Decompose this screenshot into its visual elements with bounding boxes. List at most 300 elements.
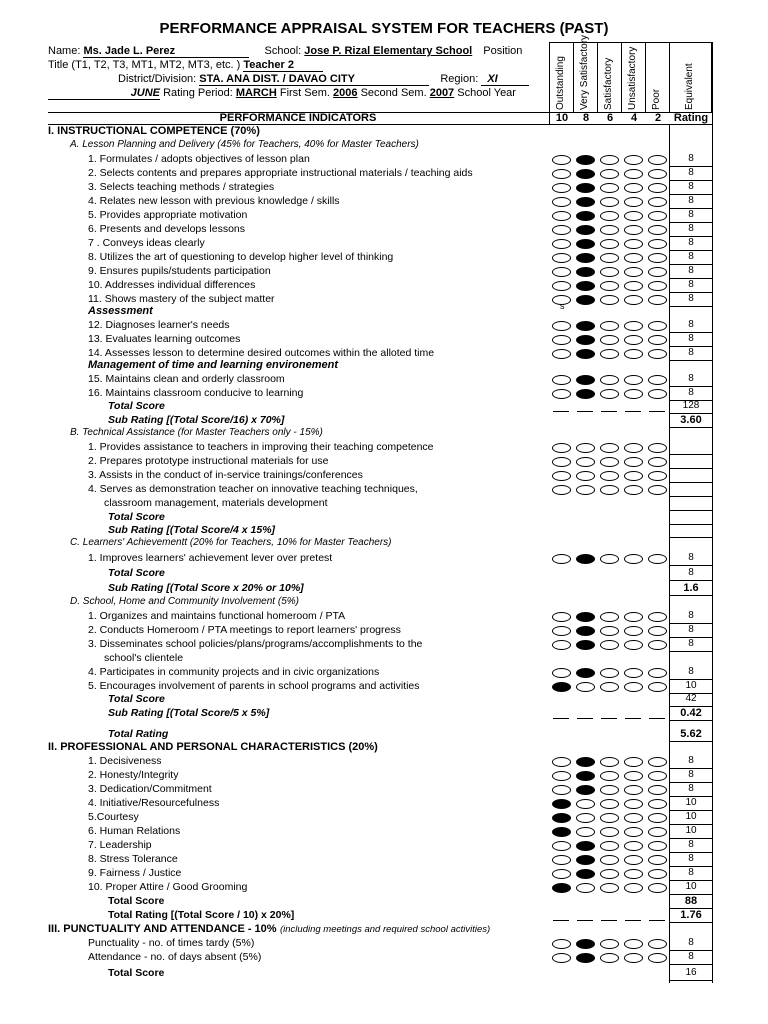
row-label: 3. Dedication/Commitment — [88, 783, 212, 795]
rating-bubble[interactable] — [552, 169, 571, 179]
rating-bubble[interactable] — [552, 321, 571, 331]
rating-bubble[interactable] — [576, 335, 595, 345]
rating-bubble[interactable] — [600, 471, 619, 481]
rating-bubble[interactable] — [600, 281, 619, 291]
rating-bubble[interactable] — [576, 443, 595, 453]
rating-bubble[interactable] — [624, 640, 643, 650]
equivalent-value[interactable]: 8 — [688, 153, 694, 164]
rating-bubble[interactable] — [648, 485, 667, 495]
rating-bubble[interactable] — [600, 155, 619, 165]
rating-bubble[interactable] — [648, 253, 667, 263]
rating-bubble[interactable] — [552, 813, 571, 823]
row-label: A. Lesson Planning and Delivery (45% for Teachers, 40% for Master Teachers) — [70, 139, 419, 150]
rating-bubble[interactable] — [600, 253, 619, 263]
rating-bubble[interactable] — [648, 457, 667, 467]
rating-bubble[interactable] — [648, 771, 667, 781]
rating-bubble[interactable] — [624, 757, 643, 767]
equivalent-value[interactable]: 8 — [688, 279, 694, 290]
rating-bubble[interactable] — [576, 785, 595, 795]
rating-bubble[interactable] — [624, 443, 643, 453]
equivalent-value[interactable]: 8 — [688, 951, 694, 962]
rating-bubble[interactable] — [648, 169, 667, 179]
header-divider — [549, 112, 550, 125]
equivalent-value[interactable]: 8 — [688, 237, 694, 248]
scale-label-unsatisfactory: Unsatisfactory — [627, 46, 638, 110]
rating-bubble[interactable] — [624, 485, 643, 495]
rating-bubble[interactable] — [576, 281, 595, 291]
scale-label-equivalent: Equivalent — [684, 63, 695, 110]
rating-bubble[interactable] — [648, 626, 667, 636]
rating-bubble[interactable] — [576, 640, 595, 650]
rating-bubble[interactable] — [648, 785, 667, 795]
equivalent-value[interactable]: 8 — [688, 347, 694, 358]
first-sem-value[interactable]: 2006 — [333, 87, 358, 99]
name-label: Name: — [48, 45, 81, 57]
rating-bubble[interactable] — [624, 827, 643, 837]
rating-bubble[interactable] — [600, 211, 619, 221]
rating-bubble[interactable] — [648, 612, 667, 622]
rating-bubble[interactable] — [624, 155, 643, 165]
rating-bubble[interactable] — [600, 883, 619, 893]
equivalent-cell-border — [670, 454, 712, 455]
equivalent-value[interactable]: 10 — [685, 797, 697, 808]
rating-bubble[interactable] — [600, 869, 619, 879]
equivalent-value[interactable]: 0.42 — [680, 707, 702, 719]
rating-bubble[interactable] — [576, 855, 595, 865]
rating-bubble[interactable] — [624, 939, 643, 949]
rating-bubble[interactable] — [648, 197, 667, 207]
rating-bubble[interactable] — [552, 457, 571, 467]
rating-bubble[interactable] — [624, 239, 643, 249]
rating-bubble[interactable] — [552, 239, 571, 249]
rating-bubble[interactable] — [648, 471, 667, 481]
rating-bubble[interactable] — [600, 457, 619, 467]
rating-bubble[interactable] — [552, 626, 571, 636]
rating-bubble[interactable] — [648, 757, 667, 767]
rating-bubble[interactable] — [624, 771, 643, 781]
handwritten-mark: s — [560, 301, 565, 311]
equivalent-value[interactable]: 16 — [685, 967, 697, 978]
row-label: Assessment — [88, 305, 153, 317]
rating-bubble[interactable] — [576, 267, 595, 277]
rating-bubble[interactable] — [552, 612, 571, 622]
equivalent-value[interactable]: 8 — [688, 319, 694, 330]
rating-bubble[interactable] — [576, 626, 595, 636]
rating-bubble[interactable] — [624, 668, 643, 678]
rating-bubble[interactable] — [552, 375, 571, 385]
rating-bubble[interactable] — [552, 211, 571, 221]
equivalent-cell-border — [670, 565, 712, 566]
rating-bubble[interactable] — [576, 211, 595, 221]
rating-bubble[interactable] — [624, 281, 643, 291]
rating-bubble[interactable] — [624, 554, 643, 564]
blank-dash — [601, 718, 617, 719]
rating-bubble[interactable] — [624, 471, 643, 481]
rating-bubble[interactable] — [600, 225, 619, 235]
rating-bubble[interactable] — [576, 457, 595, 467]
equivalent-value[interactable]: 8 — [688, 293, 694, 304]
rating-bubble[interactable] — [552, 953, 571, 963]
rating-bubble[interactable] — [552, 841, 571, 851]
equivalent-cell-border — [670, 651, 712, 652]
name-row — [48, 45, 522, 58]
equivalent-value[interactable]: 1.6 — [683, 582, 699, 594]
rating-bubble[interactable] — [600, 827, 619, 837]
equivalent-value[interactable]: 88 — [684, 895, 698, 907]
rating-bubble[interactable] — [552, 855, 571, 865]
scale-divider — [573, 42, 574, 112]
rating-bubble[interactable] — [624, 211, 643, 221]
equivalent-value[interactable]: 8 — [688, 195, 694, 206]
rating-bubble[interactable] — [624, 855, 643, 865]
row-label: 4. Relates new lesson with previous knowledge / skills — [88, 195, 340, 207]
rating-bubble[interactable] — [552, 253, 571, 263]
equivalent-value[interactable]: 10 — [685, 680, 697, 691]
equivalent-cell-border — [670, 720, 712, 721]
rating-bubble[interactable] — [600, 169, 619, 179]
rating-bubble[interactable] — [600, 335, 619, 345]
rating-bubble[interactable] — [600, 295, 619, 305]
equivalent-value[interactable]: 8 — [688, 666, 694, 677]
rating-bubble[interactable] — [624, 389, 643, 399]
rating-bubble[interactable] — [648, 827, 667, 837]
blank-dash — [649, 411, 665, 412]
scale-label-satisfactory: Satisfactory — [603, 57, 614, 110]
equivalent-value[interactable]: 8 — [688, 610, 694, 621]
rating-bubble[interactable] — [624, 457, 643, 467]
equivalent-value[interactable]: 8 — [688, 638, 694, 649]
rating-bubble[interactable] — [624, 612, 643, 622]
rating-bubble[interactable] — [648, 841, 667, 851]
rating-bubble[interactable] — [648, 183, 667, 193]
rating-bubble[interactable] — [624, 883, 643, 893]
equivalent-value[interactable]: 5.62 — [680, 728, 702, 740]
equivalent-value[interactable]: 3.60 — [680, 414, 702, 426]
rating-bubble[interactable] — [552, 389, 571, 399]
equivalent-value[interactable]: 8 — [688, 769, 694, 780]
equivalent-value[interactable]: 8 — [688, 209, 694, 220]
rating-bubble[interactable] — [552, 267, 571, 277]
equivalent-value[interactable]: 42 — [685, 693, 697, 704]
rating-bubble[interactable] — [552, 757, 571, 767]
rating-bubble[interactable] — [552, 349, 571, 359]
equivalent-value[interactable]: 8 — [688, 853, 694, 864]
district-value[interactable]: STA. ANA DIST. / DAVAO CITY — [199, 73, 429, 86]
rating-bubble[interactable] — [576, 799, 595, 809]
rating-bubble[interactable] — [552, 335, 571, 345]
rating-bubble[interactable] — [624, 813, 643, 823]
equivalent-value[interactable]: 10 — [685, 811, 697, 822]
row-label: Sub Rating [(Total Score/4 x 15%] — [108, 524, 276, 536]
rating-bubble[interactable] — [648, 295, 667, 305]
rating-bubble[interactable] — [600, 443, 619, 453]
row-label: Total Rating — [108, 728, 169, 740]
rating-bubble[interactable] — [624, 335, 643, 345]
rating-bubble[interactable] — [648, 869, 667, 879]
name-value[interactable]: Ms. Jade L. Perez — [83, 45, 249, 58]
equivalent-value[interactable]: 8 — [688, 867, 694, 878]
rating-bubble[interactable] — [648, 554, 667, 564]
rating-bubble[interactable] — [600, 389, 619, 399]
rating-bubble[interactable] — [648, 939, 667, 949]
equivalent-value[interactable]: 8 — [688, 181, 694, 192]
row-label: B. Technical Assistance (for Master Teachers only - 15%) — [70, 427, 323, 438]
equivalent-value[interactable]: 8 — [688, 251, 694, 262]
rating-bubble[interactable] — [624, 225, 643, 235]
rating-bubble[interactable] — [576, 169, 595, 179]
rating-bubble[interactable] — [552, 443, 571, 453]
equivalent-value[interactable]: 8 — [688, 552, 694, 563]
rating-bubble[interactable] — [576, 375, 595, 385]
rating-bubble[interactable] — [648, 155, 667, 165]
rating-bubble[interactable] — [624, 626, 643, 636]
scale-divider — [597, 42, 598, 112]
rating-bubble[interactable] — [624, 841, 643, 851]
row-label: 15. Maintains clean and orderly classroom — [88, 373, 285, 385]
rating-bubble[interactable] — [576, 471, 595, 481]
rating-bubble[interactable] — [600, 813, 619, 823]
rating-bubble[interactable] — [648, 321, 667, 331]
equivalent-value[interactable]: 8 — [688, 783, 694, 794]
rating-bubble[interactable] — [624, 869, 643, 879]
equivalent-value[interactable]: 8 — [688, 624, 694, 635]
rating-bubble[interactable] — [552, 869, 571, 879]
scale-divider — [669, 42, 670, 112]
region-value[interactable]: XI — [481, 73, 529, 86]
rating-bubble[interactable] — [576, 869, 595, 879]
rating-bubble[interactable] — [552, 183, 571, 193]
row-label: 7 . Conveys ideas clearly — [88, 237, 205, 249]
rating-bubble[interactable] — [576, 389, 595, 399]
month-value[interactable]: JUNE — [48, 87, 160, 100]
rating-bubble[interactable] — [576, 485, 595, 495]
rating-bubble[interactable] — [552, 668, 571, 678]
rating-label: Rating — [673, 112, 709, 124]
rating-bubble[interactable] — [648, 389, 667, 399]
rating-bubble[interactable] — [576, 225, 595, 235]
row-label: 4. Participates in community projects and in civic organizations — [88, 666, 380, 678]
rating-bubble[interactable] — [624, 953, 643, 963]
rating-bubble[interactable] — [576, 183, 595, 193]
equivalent-value[interactable]: 8 — [688, 333, 694, 344]
equivalent-value[interactable]: 8 — [688, 755, 694, 766]
rating-bubble[interactable] — [648, 640, 667, 650]
rating-bubble[interactable] — [600, 349, 619, 359]
rating-bubble[interactable] — [648, 349, 667, 359]
row-label: 3. Selects teaching methods / strategies — [88, 181, 275, 193]
rating-bubble[interactable] — [600, 682, 619, 692]
position-label: Position — [483, 45, 523, 57]
blank-dash — [625, 411, 641, 412]
rating-bubble[interactable] — [624, 253, 643, 263]
rating-bubble[interactable] — [552, 554, 571, 564]
rating-bubble[interactable] — [648, 281, 667, 291]
equivalent-cell-border — [670, 537, 712, 538]
rating-bubble[interactable] — [576, 155, 595, 165]
equivalent-value[interactable]: 8 — [688, 567, 694, 578]
rating-bubble[interactable] — [552, 155, 571, 165]
rating-bubble[interactable] — [576, 939, 595, 949]
rating-bubble[interactable] — [600, 668, 619, 678]
rating-bubble[interactable] — [600, 939, 619, 949]
district-label: District/Division: — [118, 73, 197, 85]
rating-bubble[interactable] — [552, 225, 571, 235]
rating-bubble[interactable] — [600, 375, 619, 385]
rating-bubble[interactable] — [576, 668, 595, 678]
rating-bubble[interactable] — [576, 321, 595, 331]
row-label: 14. Assesses lesson to determine desired outcomes within the alloted time — [88, 347, 435, 359]
point-unsatisfactory: 4 — [630, 112, 638, 124]
rating-bubble[interactable] — [552, 281, 571, 291]
rating-bubble[interactable] — [624, 295, 643, 305]
row-label: 8. Stress Tolerance — [88, 853, 178, 865]
equivalent-cell-border — [670, 922, 712, 923]
rating-bubble[interactable] — [552, 771, 571, 781]
rating-bubble[interactable] — [552, 485, 571, 495]
row-label: I. INSTRUCTIONAL COMPETENCE (70%) — [48, 125, 260, 137]
equivalent-value[interactable]: 8 — [688, 265, 694, 276]
equivalent-value[interactable]: 8 — [688, 839, 694, 850]
rating-bubble[interactable] — [576, 771, 595, 781]
row-label: 1. Improves learners' achievement lever over pretest — [88, 552, 333, 564]
rating-bubble[interactable] — [624, 785, 643, 795]
rating-bubble[interactable] — [576, 612, 595, 622]
scale-label-outstanding: Outstanding — [555, 56, 566, 110]
rating-bubble[interactable] — [648, 443, 667, 453]
rating-bubble[interactable] — [624, 169, 643, 179]
point-poor: 2 — [654, 112, 662, 124]
rating-bubble[interactable] — [576, 239, 595, 249]
rating-bubble[interactable] — [576, 295, 595, 305]
rating-bubble[interactable] — [624, 183, 643, 193]
equivalent-value[interactable]: 8 — [688, 937, 694, 948]
rating-bubble[interactable] — [576, 253, 595, 263]
rating-bubble[interactable] — [648, 267, 667, 277]
blank-dash — [577, 411, 593, 412]
point-very-satisfactory: 8 — [582, 112, 590, 124]
blank-dash — [601, 920, 617, 921]
equivalent-value[interactable]: 10 — [685, 881, 697, 892]
rating-bubble[interactable] — [624, 799, 643, 809]
rating-bubble[interactable] — [600, 485, 619, 495]
rating-bubble[interactable] — [576, 813, 595, 823]
row-label: Sub Rating [(Total Score/5 x 5%] — [108, 707, 270, 719]
rating-bubble[interactable] — [576, 349, 595, 359]
rating-bubble[interactable] — [552, 640, 571, 650]
rating-bubble[interactable] — [576, 554, 595, 564]
row-label: Punctuality - no. of times tardy (5%) — [88, 937, 255, 949]
row-label: 2. Honesty/Integrity — [88, 769, 179, 781]
rating-bubble[interactable] — [552, 197, 571, 207]
row-label: 13. Evaluates learning outcomes — [88, 333, 241, 345]
equivalent-value[interactable]: 8 — [688, 223, 694, 234]
rating-bubble[interactable] — [552, 827, 571, 837]
equivalent-value[interactable]: 10 — [685, 825, 697, 836]
rating-bubble[interactable] — [600, 197, 619, 207]
row-label: Total Rating [(Total Score / 10) x 20%] — [108, 909, 295, 921]
row-label: 2. Conducts Homeroom / PTA meetings to report learners' progress — [88, 624, 401, 636]
rating-bubble[interactable] — [600, 841, 619, 851]
blank-dash — [577, 718, 593, 719]
equivalent-value[interactable]: 8 — [688, 387, 694, 398]
rating-bubble[interactable] — [600, 640, 619, 650]
rating-bubble[interactable] — [648, 883, 667, 893]
row-label: Attendance - no. of days absent (5%) — [88, 951, 262, 963]
rating-bubble[interactable] — [624, 375, 643, 385]
rating-bubble[interactable] — [552, 682, 571, 692]
rating-period-value[interactable]: MARCH — [235, 87, 277, 99]
rating-bubble[interactable] — [552, 939, 571, 949]
row-label: Total Score — [108, 693, 165, 705]
rating-bubble[interactable] — [600, 785, 619, 795]
rating-bubble[interactable] — [600, 626, 619, 636]
row-label: Total Score — [108, 967, 165, 979]
rating-bubble[interactable] — [576, 841, 595, 851]
rating-bubble[interactable] — [648, 799, 667, 809]
rating-bubble[interactable] — [600, 239, 619, 249]
rating-bubble[interactable] — [576, 197, 595, 207]
rating-bubble[interactable] — [552, 883, 571, 893]
rating-bubble[interactable] — [552, 785, 571, 795]
rating-bubble[interactable] — [600, 771, 619, 781]
rating-bubble[interactable] — [600, 855, 619, 865]
rating-bubble[interactable] — [600, 799, 619, 809]
title-value[interactable]: Teacher 2 — [243, 59, 323, 72]
rating-bubble[interactable] — [600, 321, 619, 331]
rating-bubble[interactable] — [648, 335, 667, 345]
rating-bubble[interactable] — [648, 375, 667, 385]
row-label: Total Score — [108, 567, 165, 579]
rating-bubble[interactable] — [648, 668, 667, 678]
rating-bubble[interactable] — [552, 799, 571, 809]
rating-bubble[interactable] — [576, 682, 595, 692]
rating-bubble[interactable] — [600, 953, 619, 963]
rating-bubble[interactable] — [648, 682, 667, 692]
rating-bubble[interactable] — [648, 953, 667, 963]
rating-bubble[interactable] — [600, 183, 619, 193]
equivalent-cell-border — [670, 306, 712, 307]
rating-bubble[interactable] — [624, 349, 643, 359]
rating-bubble[interactable] — [600, 757, 619, 767]
rating-bubble[interactable] — [576, 757, 595, 767]
equivalent-value[interactable]: 8 — [688, 167, 694, 178]
rating-bubble[interactable] — [624, 321, 643, 331]
rating-bubble[interactable] — [648, 855, 667, 865]
rating-bubble[interactable] — [576, 883, 595, 893]
equivalent-value[interactable]: 128 — [682, 400, 700, 411]
point-satisfactory: 6 — [606, 112, 614, 124]
row-label: 2. Prepares prototype instructional materials for use — [88, 455, 329, 467]
equivalent-value[interactable]: 8 — [688, 373, 694, 384]
rating-bubble[interactable] — [552, 471, 571, 481]
rating-bubble[interactable] — [624, 682, 643, 692]
rating-bubble[interactable] — [600, 267, 619, 277]
rating-bubble[interactable] — [648, 211, 667, 221]
equivalent-cell-border — [670, 580, 712, 581]
rating-bubble[interactable] — [624, 267, 643, 277]
rating-bubble[interactable] — [576, 953, 595, 963]
equivalent-value[interactable]: 1.76 — [680, 909, 702, 921]
rating-bubble[interactable] — [600, 554, 619, 564]
rating-bubble[interactable] — [648, 813, 667, 823]
rating-bubble[interactable] — [576, 827, 595, 837]
rating-bubble[interactable] — [600, 612, 619, 622]
rating-bubble[interactable] — [648, 239, 667, 249]
rating-bubble[interactable] — [648, 225, 667, 235]
rating-bubble[interactable] — [624, 197, 643, 207]
school-value[interactable]: Jose P. Rizal Elementary School — [304, 45, 473, 57]
second-sem-value[interactable]: 2007 — [429, 87, 455, 99]
